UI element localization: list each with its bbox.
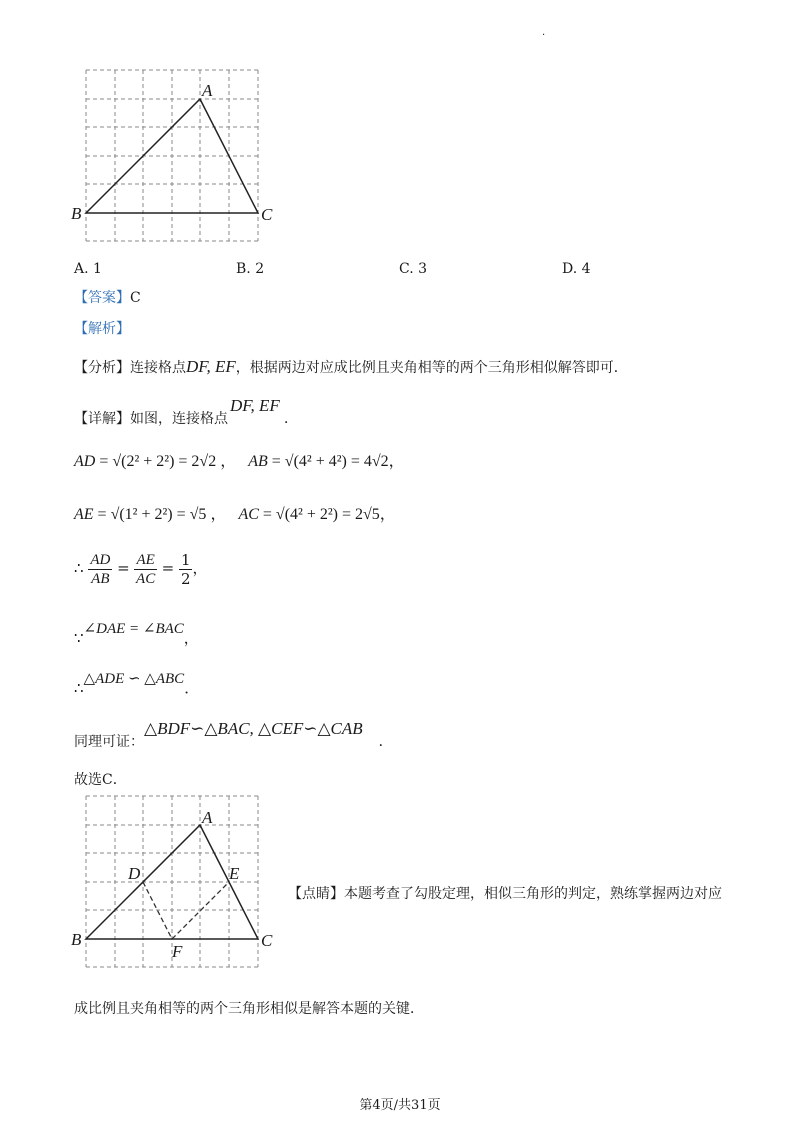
dianjing-line-1: 【点睛】本题考查了勾股定理，相似三角形的判定，熟练掌握两边对应 <box>288 886 722 902</box>
equation-angle: ∵∠DAE = ∠BAC， <box>74 621 199 647</box>
option-b: B. 2 <box>236 261 265 277</box>
similar-proof-line: 同理可证：△BDF∽△BAC, △CEF∽△CAB． <box>74 719 393 750</box>
xiangjie-points: DF, EF <box>230 396 280 415</box>
equation-similar: ∴△ADE ∽ △ABC． <box>74 671 200 697</box>
xiangjie-line: 【详解】如图，连接格点 <box>74 411 228 427</box>
fenxi-points: DF, EF <box>186 357 236 376</box>
equation-ae-ac: AE = √(1² + 2²) = √5 ， AC = √(4² + 2²) = 2√5， <box>74 506 396 523</box>
option-d: D. 4 <box>562 261 591 277</box>
label-c: C <box>261 931 273 950</box>
answer-tag: 【答案】 <box>74 290 130 306</box>
label-d: D <box>128 864 141 883</box>
fenxi-line: 【分析】连接格点DF, EF，根据两边对应成比例且夹角相等的两个三角形相似解答即可． <box>74 357 628 376</box>
dianjing-line-2: 成比例且夹角相等的两个三角形相似是解答本题的关键． <box>74 1001 424 1017</box>
answer-line <box>74 288 141 308</box>
label-b: B <box>71 204 82 223</box>
label-f: F <box>172 942 183 961</box>
answer-value: C <box>130 290 141 306</box>
equation-ad-ab: AD = √(2² + 2²) = 2√2 ， AB = √(4² + 4²) = 4√2， <box>74 453 405 470</box>
analysis-tag: 【解析】 <box>74 321 130 337</box>
label-c: C <box>261 205 273 224</box>
option-c: C. 3 <box>399 261 428 277</box>
guxuan: 故选C． <box>74 772 127 788</box>
label-e: E <box>229 864 240 883</box>
triangle-figure-2 <box>68 788 278 974</box>
label-a: A <box>202 808 213 827</box>
header-mark: · <box>542 30 546 41</box>
option-a: A. 1 <box>74 261 102 277</box>
equation-ratio: ∴ $\frac{AD}{AB}$ = $\frac{AE}{AC}$ = $\frac{1}{2}$ ， <box>74 550 208 588</box>
triangle-figure-1 <box>68 62 278 248</box>
label-a: A <box>202 81 213 100</box>
page-footer: 第4页/共31页 <box>359 1098 441 1113</box>
label-b: B <box>71 930 82 949</box>
